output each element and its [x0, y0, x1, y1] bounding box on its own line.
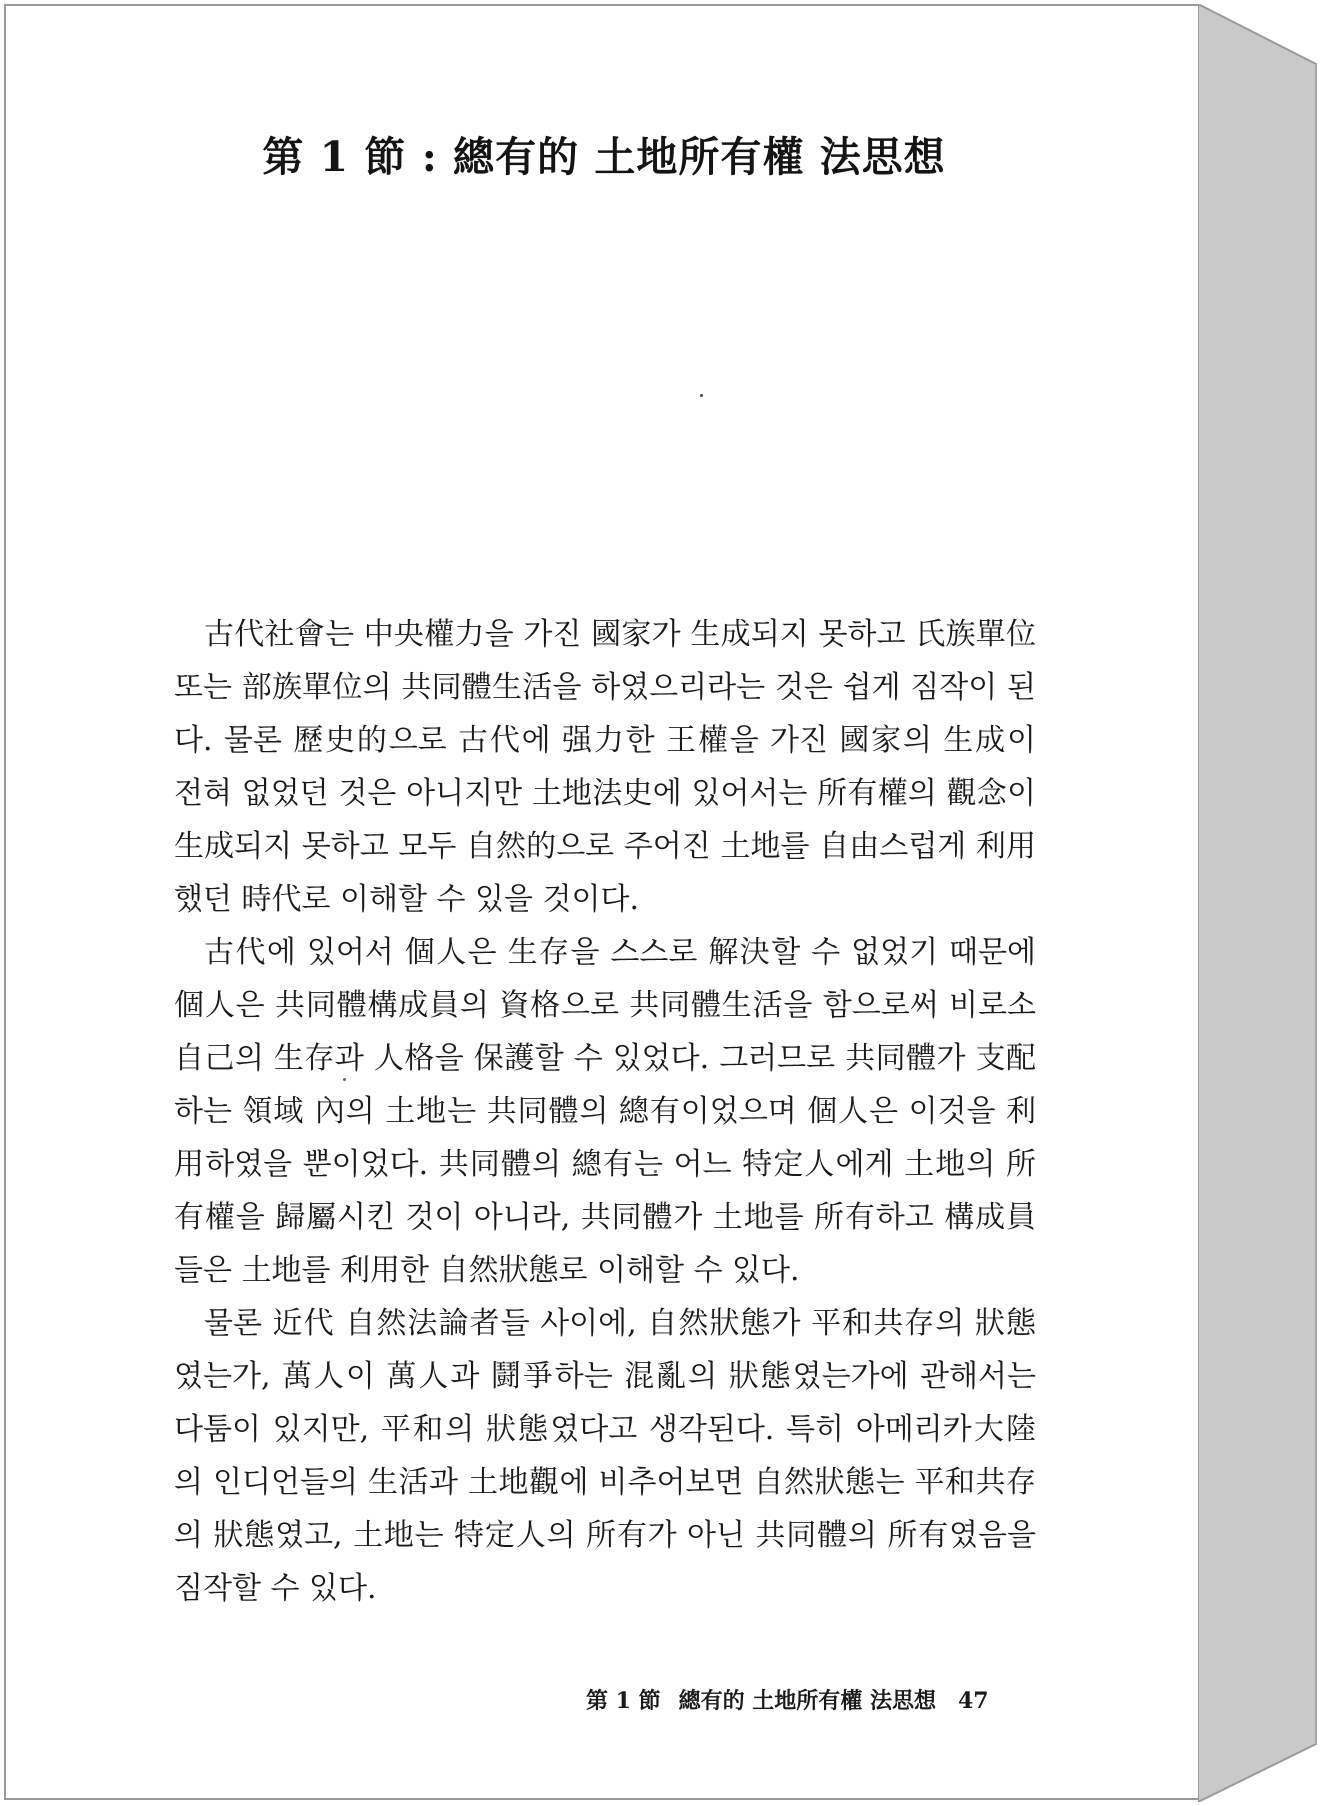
footer-title: 總有的 土地所有權 法思想 — [678, 1688, 936, 1714]
chapter-title: 第 1 節 : 總有的 土地所有權 法思想 — [262, 133, 946, 181]
page-number: 47 — [957, 1688, 989, 1714]
footer-section: 第 1 節 — [586, 1688, 661, 1714]
page-block-edge-shape — [1198, 4, 1318, 1802]
page-block-edge — [1198, 4, 1318, 1802]
body-text — [174, 608, 1036, 1615]
paragraph: 古代에 있어서 個人은 生存을 스스로 解決할 수 없었기 때문에 個人은 共同體構成員의 資格으로 共同體生活을 함으로써 비로소 自己의 生存과 人格을 保護할 수 있었다. 그러므로 共同體가 支配하는 領域 內의 土地는 共同體의 總有이었으며 個人은 이것을 利用하였을 뿐이었다. 共同體의 總有는 어느 特定人에게 土地의 所有權을 歸屬시킨 것이 아니라, 共同體가 土地를 所有하고 構成員들은 土地를 利用한 自然狀態로 이해할 수 있다. — [174, 935, 1036, 1288]
paragraph: 古代社會는 中央權力을 가진 國家가 生成되지 못하고 氏族單位 또는 部族單位의 共同體生活을 하였으리라는 것은 쉽게 짐작이 된다. 물론 歷史的으로 古代에 强力한 王權을 가진 國家의 生成이 전혀 없었던 것은 아니지만 土地法史에 있어서는 所有權의 觀念이 生成되지 못하고 모두 自然的으로 주어진 土地를 自由스럽게 利用했던 時代로 이해할 수 있을 것이다. — [174, 617, 1036, 917]
print-speck — [700, 394, 703, 397]
paragraph: 물론 近代 自然法論者들 사이에, 自然狀態가 平和共存의 狀態였는가, 萬人이 萬人과 鬪爭하는 混亂의 狀態였는가에 관해서는 다툼이 있지만, 平和의 狀態였다고 생각된다. 특히 아메리카大陸의 인디언들의 生活과 土地觀에 비추어보면 自然狀態는 平和共存의 狀態였고, 土地는 特定人의 所有가 아닌 共同體의 所有였음을 짐작할 수 있다. — [174, 1306, 1036, 1606]
running-footer — [586, 1684, 1026, 1715]
book-page — [4, 4, 1200, 1800]
